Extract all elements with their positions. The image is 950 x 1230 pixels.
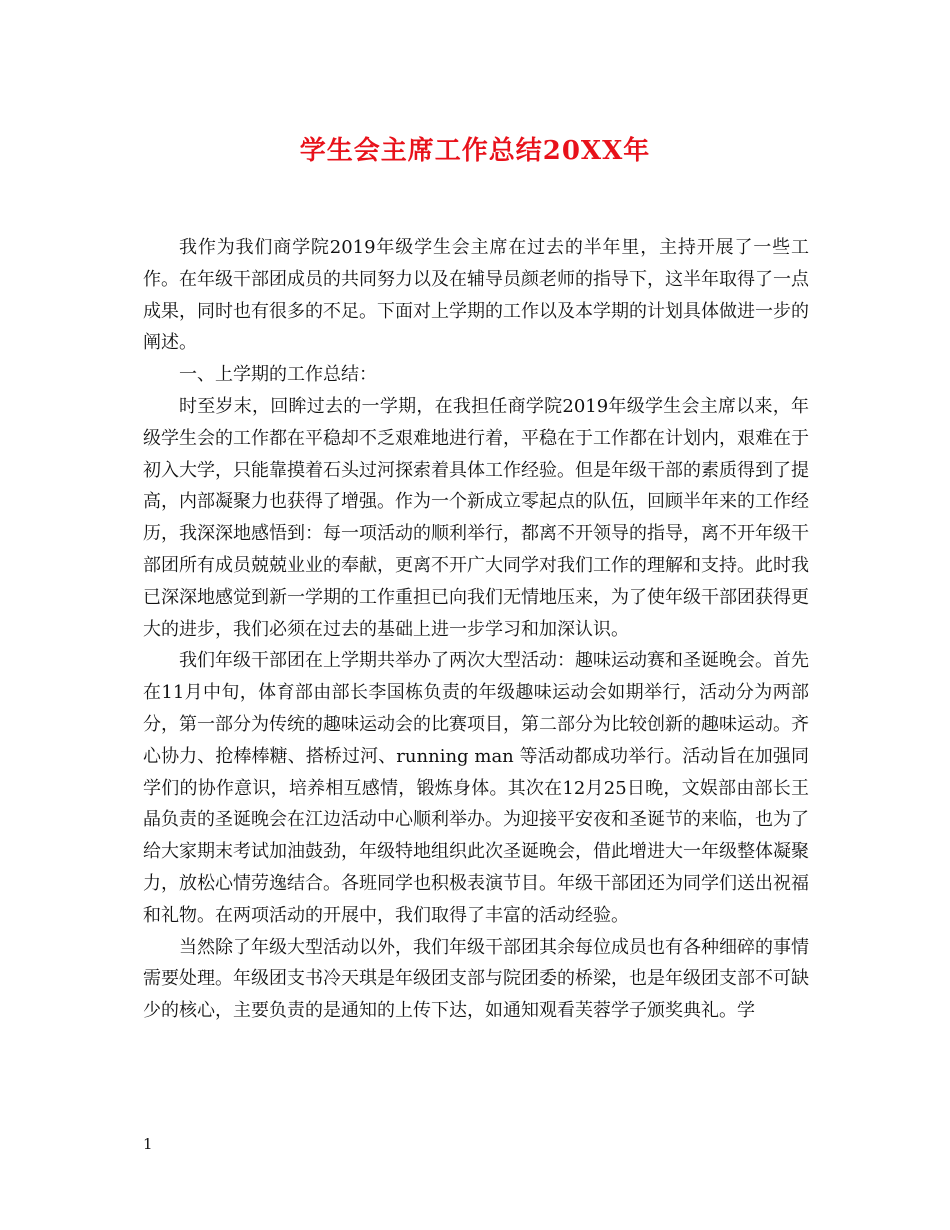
paragraph-intro: 我作为我们商学院2019年级学生会主席在过去的半年里，主持开展了一些工作。在年级干部团成员的共同努力以及在辅导员颜老师的指导下，这半年取得了一点成果，同时也有很多的不足。下面对上学期的工作以及本学期的计划具体做进一步的阐述。 [143, 237, 809, 354]
paragraph-members: 当然除了年级大型活动以外，我们年级干部团其余每位成员也有各种细碎的事情需要处理。年级团支书冷天琪是年级团支部与院团委的桥梁，也是年级团支部不可缺少的核心，主要负责的是通知的上传下达，如通知观看芙蓉学子颁奖典礼。学 [143, 936, 809, 1022]
page-number: 1 [143, 1135, 153, 1153]
document-title: 学生会主席工作总结20XX年 [299, 136, 651, 166]
section-heading: 一、上学期的工作总结： [179, 364, 377, 386]
paragraph-summary: 时至岁末，回眸过去的一学期，在我担任商学院2019年级学生会主席以来，年级学生会的工作都在平稳却不乏艰难地进行着，平稳在于工作都在计划内，艰难在于初入大学，只能靠摸着石头过河探索着具体工作经验。但是年级干部的素质得到了提高，内部凝聚力也获得了增强。作为一个新成立零起点的队伍，回顾半年来的工作经历，我深深地感悟到：每一项活动的顺利举行，都离不开领导的指导，离不开年级干部团所有成员兢兢业业的奉献，更离不开广大同学对我们工作的理解和支持。此时我已深深地感觉到新一学期的工作重担已向我们无情地压来，为了使年级干部团获得更大的进步，我们必须在过去的基础上进一步学习和加深认识。 [143, 395, 809, 640]
paragraph-activities: 我们年级干部团在上学期共举办了两次大型活动：趣味运动赛和圣诞晚会。首先在11月中旬，体育部由部长李国栋负责的年级趣味运动会如期举行，活动分为两部分，第一部分为传统的趣味运动会的比赛项目，第二部分为比较创新的趣味运动。齐心协力、抢棒棒糖、搭桥过河、running man 等活动都成功举行。活动旨在加强同学们的协作意识，培养相互感情，锻炼身体。其次在12月25日晚，文娱部由部长王晶负责的圣诞晚会在江边活动中心顺利举办。为迎接平安夜和圣诞节的来临，也为了给大家期末考试加油鼓劲，年级特地组织此次圣诞晚会，借此增进大一年级整体凝聚力，放松心情劳逸结合。各班同学也积极表演节目。年级干部团还为同学们送出祝福和礼物。在两项活动的开展中，我们取得了丰富的活动经验。 [143, 650, 809, 926]
document-body [143, 232, 809, 1027]
